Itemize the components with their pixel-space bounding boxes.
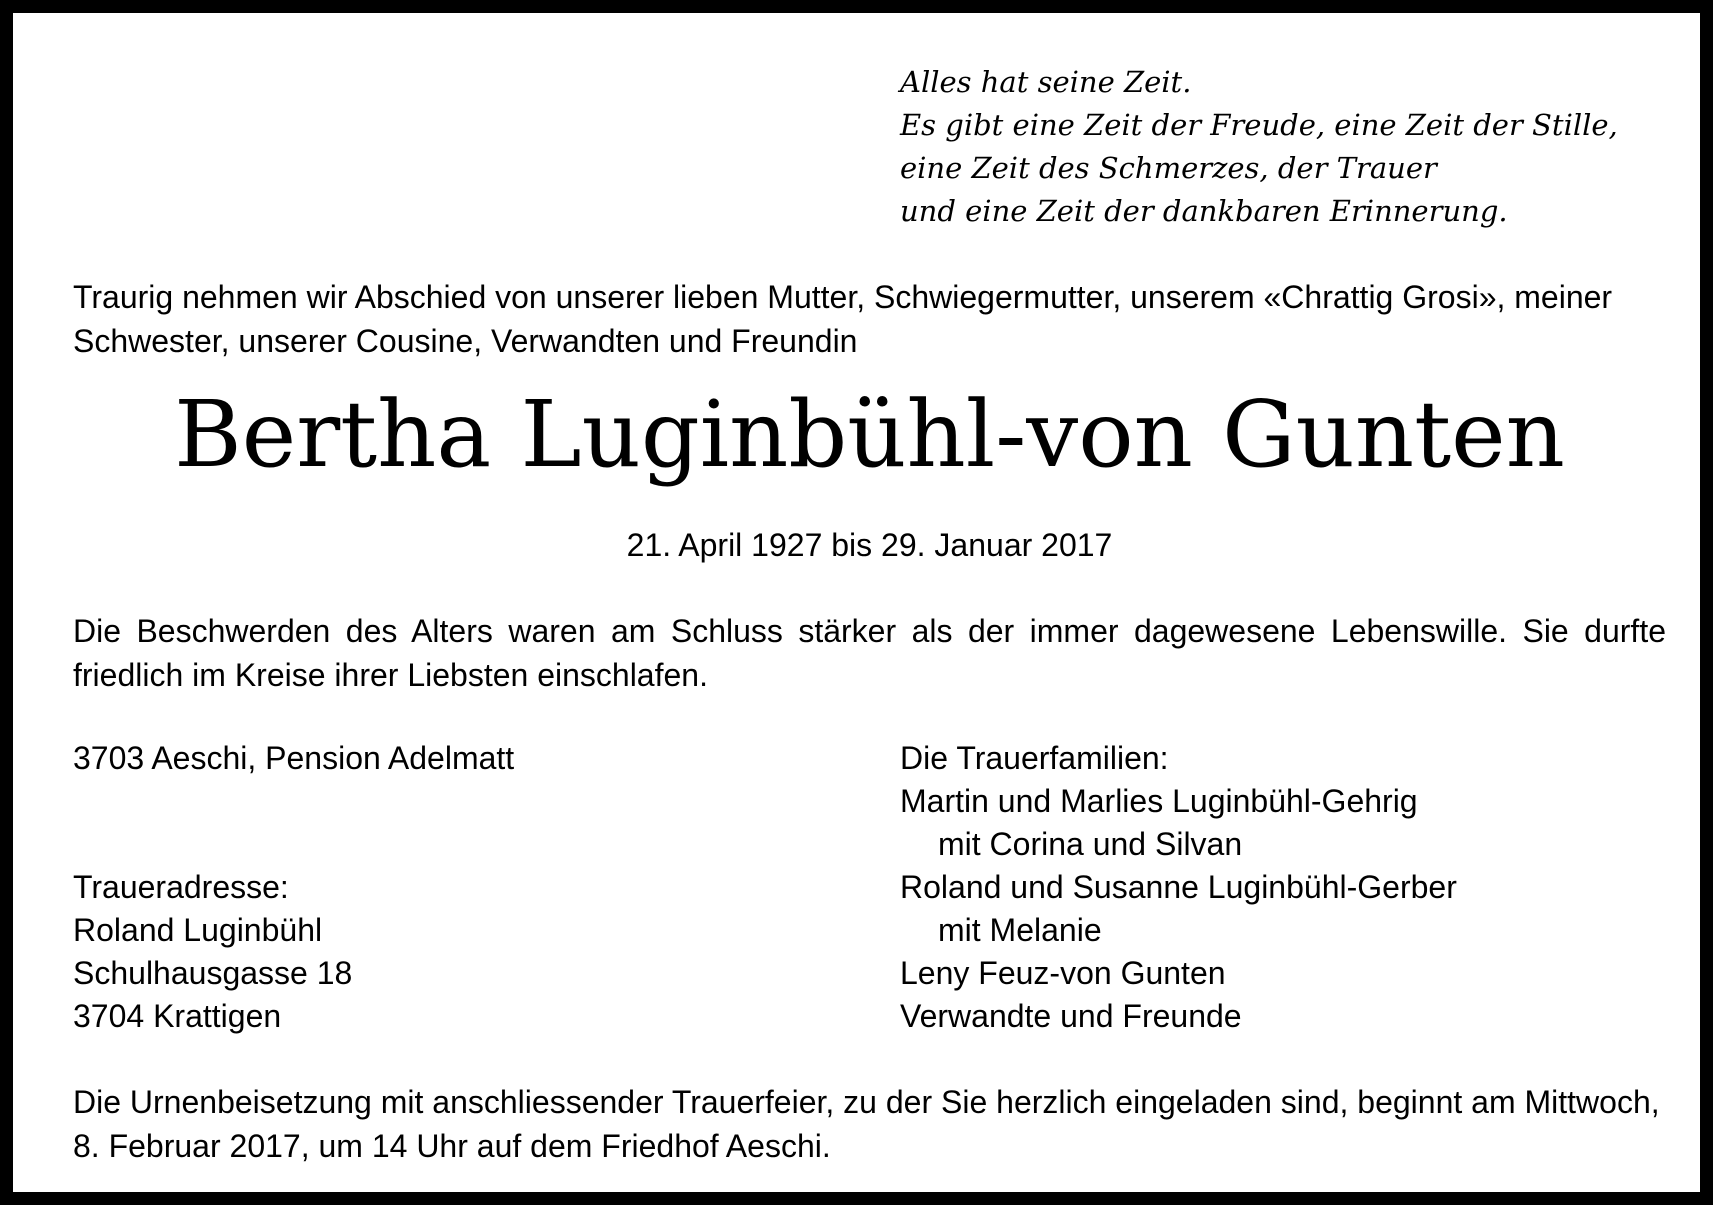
quote-line: und eine Zeit der dankbaren Erinnerung. xyxy=(900,194,1508,228)
families-heading: Die Trauerfamilien: xyxy=(900,740,1169,776)
address-column xyxy=(73,737,514,1038)
location-text: 3703 Aeschi, Pension Adelmatt xyxy=(73,740,515,776)
families-column xyxy=(900,737,1457,1038)
spacer xyxy=(73,823,514,866)
quote-line: Es gibt eine Zeit der Freude, eine Zeit der Stille, xyxy=(900,108,1618,142)
intro-line: Schwester, unserer Cousine, Verwandten und Freundin xyxy=(73,323,858,359)
family-children: mit Corina und Silvan xyxy=(938,826,1243,862)
family-entry: Leny Feuz-von Gunten xyxy=(900,955,1226,991)
funeral-line: Die Urnenbeisetzung mit anschliessender Trauerfeier, zu der Sie herzlich eingeladen sind, beginnt am Mittwoch, xyxy=(73,1084,1660,1120)
description-text: Die Beschwerden des Alters waren am Schluss stärker als der immer dagewesene Lebenswille. Sie durfte friedlich im Kreise ihrer Liebsten einschlafen. xyxy=(73,613,1666,693)
family-entry: Roland und Susanne Luginbühl-Gerber xyxy=(900,869,1457,905)
intro-text xyxy=(73,275,1666,363)
mourning-address-city: 3704 Krattigen xyxy=(73,998,282,1034)
quote-block xyxy=(900,61,1618,233)
mourning-address-heading: Traueradresse: xyxy=(73,869,289,905)
funeral-line: 8. Februar 2017, um 14 Uhr auf dem Friedhof Aeschi. xyxy=(73,1128,831,1164)
life-dates: 21. April 1927 bis 29. Januar 2017 xyxy=(626,527,1113,563)
quote-line: Alles hat seine Zeit. xyxy=(900,65,1192,99)
mourning-address-street: Schulhausgasse 18 xyxy=(73,955,353,991)
quote-line: eine Zeit des Schmerzes, der Trauer xyxy=(900,151,1437,185)
family-children: mit Melanie xyxy=(938,912,1102,948)
intro-line: Traurig nehmen wir Abschied von unserer lieben Mutter, Schwiegermutter, unserem «Chrattig Grosi», meiner xyxy=(73,279,1613,315)
funeral-info xyxy=(73,1080,1673,1168)
spacer xyxy=(73,780,514,823)
deceased-name: Bertha Luginbühl-von Gunten xyxy=(174,381,1565,488)
family-entry: Martin und Marlies Luginbühl-Gehrig xyxy=(900,783,1418,819)
mourning-address-name: Roland Luginbühl xyxy=(73,912,323,948)
family-entry: Verwandte und Freunde xyxy=(900,998,1242,1034)
